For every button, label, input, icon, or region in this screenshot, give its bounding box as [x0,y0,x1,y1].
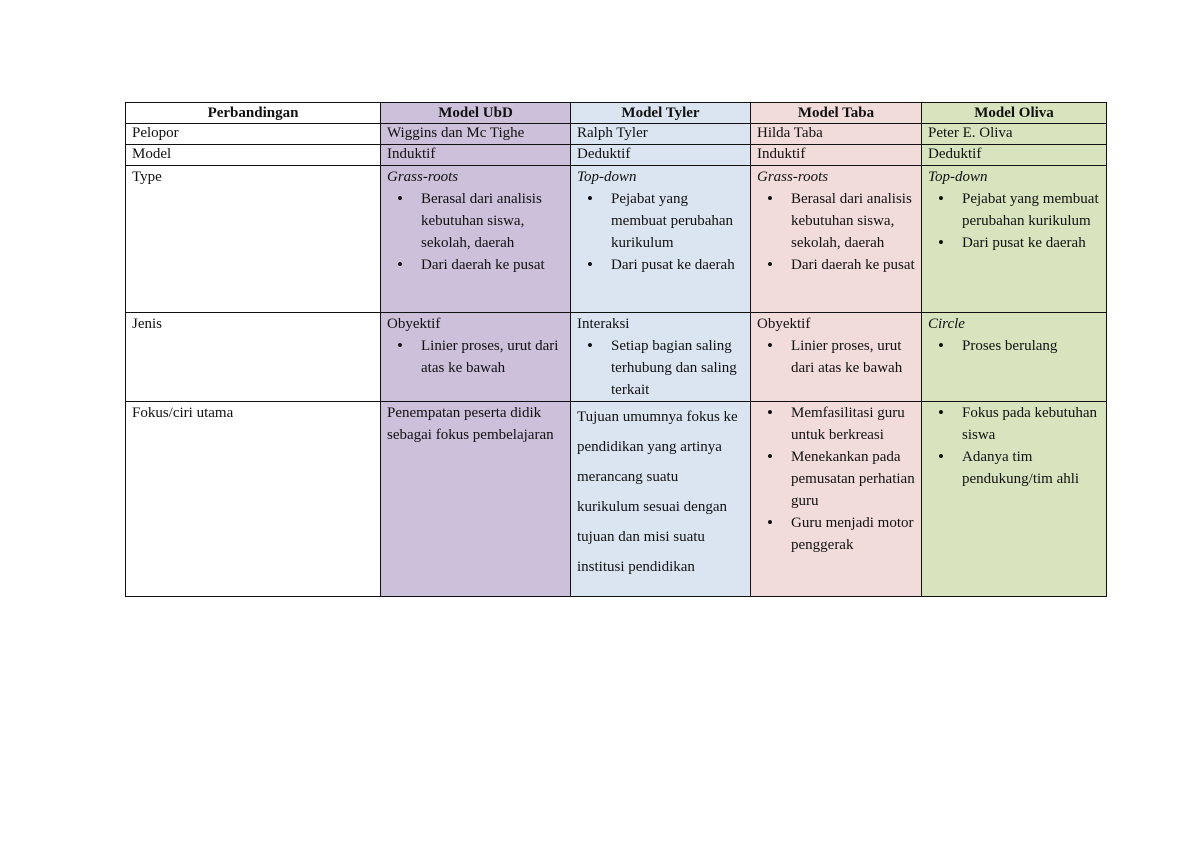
cell-tyler [571,166,751,313]
cell-text: Penempatan peserta didik sebagai fokus pembelajaran [387,405,554,443]
cell-taba: Induktif [751,145,922,166]
bullet-list [387,188,564,276]
cell-taba: Hilda Taba [751,124,922,145]
cell-taba [751,402,922,597]
bullet-list [928,335,1100,357]
list-item: • Berasal dari analisis kebutuhan siswa, sekolah, daerah [421,188,564,254]
list-item: • Menekankan pada pemusatan perhatian guru [791,446,915,512]
list-item: • Linier proses, urut dari atas ke bawah [421,335,564,379]
cell-oliva [922,402,1107,597]
list-item: • Pejabat yang membuat perubahan kurikulum [611,188,744,254]
header-model-tyler: Model Tyler [571,103,751,124]
cell-oliva: Deduktif [922,145,1107,166]
list-item: • Guru menjadi motor penggerak [791,512,915,556]
cell-title: Grass-roots [757,169,829,185]
comparison-table [125,102,1107,597]
cell-title: Circle [928,316,965,332]
table-row-pelopor [126,124,1107,145]
list-item: • Dari pusat ke daerah [962,232,1100,254]
cell-oliva [922,313,1107,402]
cell-title: Obyektif [387,316,441,332]
list-item: • Pejabat yang membuat perubahan kurikulum [962,188,1100,232]
cell-title: Obyektif [757,316,811,332]
table-row-fokus [126,402,1107,597]
cell-title: Top-down [928,169,988,185]
table-row-model [126,145,1107,166]
cell-ubd: Induktif [381,145,571,166]
list-item: • Dari pusat ke daerah [611,254,744,276]
row-label: Model [126,145,381,166]
cell-ubd [381,402,571,597]
bullet-list [757,402,915,556]
header-model-oliva: Model Oliva [922,103,1107,124]
list-item: • Fokus pada kebutuhan siswa [962,402,1100,446]
list-item: • Adanya tim pendukung/tim ahli [962,446,1100,490]
table-header-row [126,103,1107,124]
cell-title: Interaksi [577,316,630,332]
bullet-list [577,335,744,401]
list-item: • Berasal dari analisis kebutuhan siswa, sekolah, daerah [791,188,915,254]
bullet-list [757,188,915,276]
list-item: • Setiap bagian saling terhubung dan saling terkait [611,335,744,401]
cell-oliva [922,166,1107,313]
bullet-list [928,402,1100,490]
header-model-ubd: Model UbD [381,103,571,124]
bullet-list [577,188,744,276]
table-row-type [126,166,1107,313]
row-label: Jenis [126,313,381,402]
cell-ubd: Wiggins dan Mc Tighe [381,124,571,145]
list-item: • Memfasilitasi guru untuk berkreasi [791,402,915,446]
bullet-list [928,188,1100,254]
header-model-taba: Model Taba [751,103,922,124]
bullet-list [757,335,915,379]
cell-ubd [381,313,571,402]
cell-tyler: Ralph Tyler [571,124,751,145]
row-label: Pelopor [126,124,381,145]
cell-taba [751,313,922,402]
header-perbandingan: Perbandingan [126,103,381,124]
row-label: Fokus/ciri utama [126,402,381,597]
cell-title: Top-down [577,169,637,185]
cell-ubd [381,166,571,313]
table-row-jenis [126,313,1107,402]
list-item: • Linier proses, urut dari atas ke bawah [791,335,915,379]
cell-taba [751,166,922,313]
cell-tyler [571,402,751,597]
list-item: • Dari daerah ke pusat [791,254,915,276]
list-item: • Dari daerah ke pusat [421,254,564,276]
cell-text: Tujuan umumnya fokus ke pendidikan yang artinya merancang suatu kurikulum sesuai dengan tujuan dan misi suatu institusi pendidikan [577,409,738,575]
cell-oliva: Peter E. Oliva [922,124,1107,145]
cell-tyler: Deduktif [571,145,751,166]
cell-tyler [571,313,751,402]
list-item: • Proses berulang [962,335,1100,357]
cell-title: Grass-roots [387,169,459,185]
bullet-list [387,335,564,379]
row-label: Type [126,166,381,313]
